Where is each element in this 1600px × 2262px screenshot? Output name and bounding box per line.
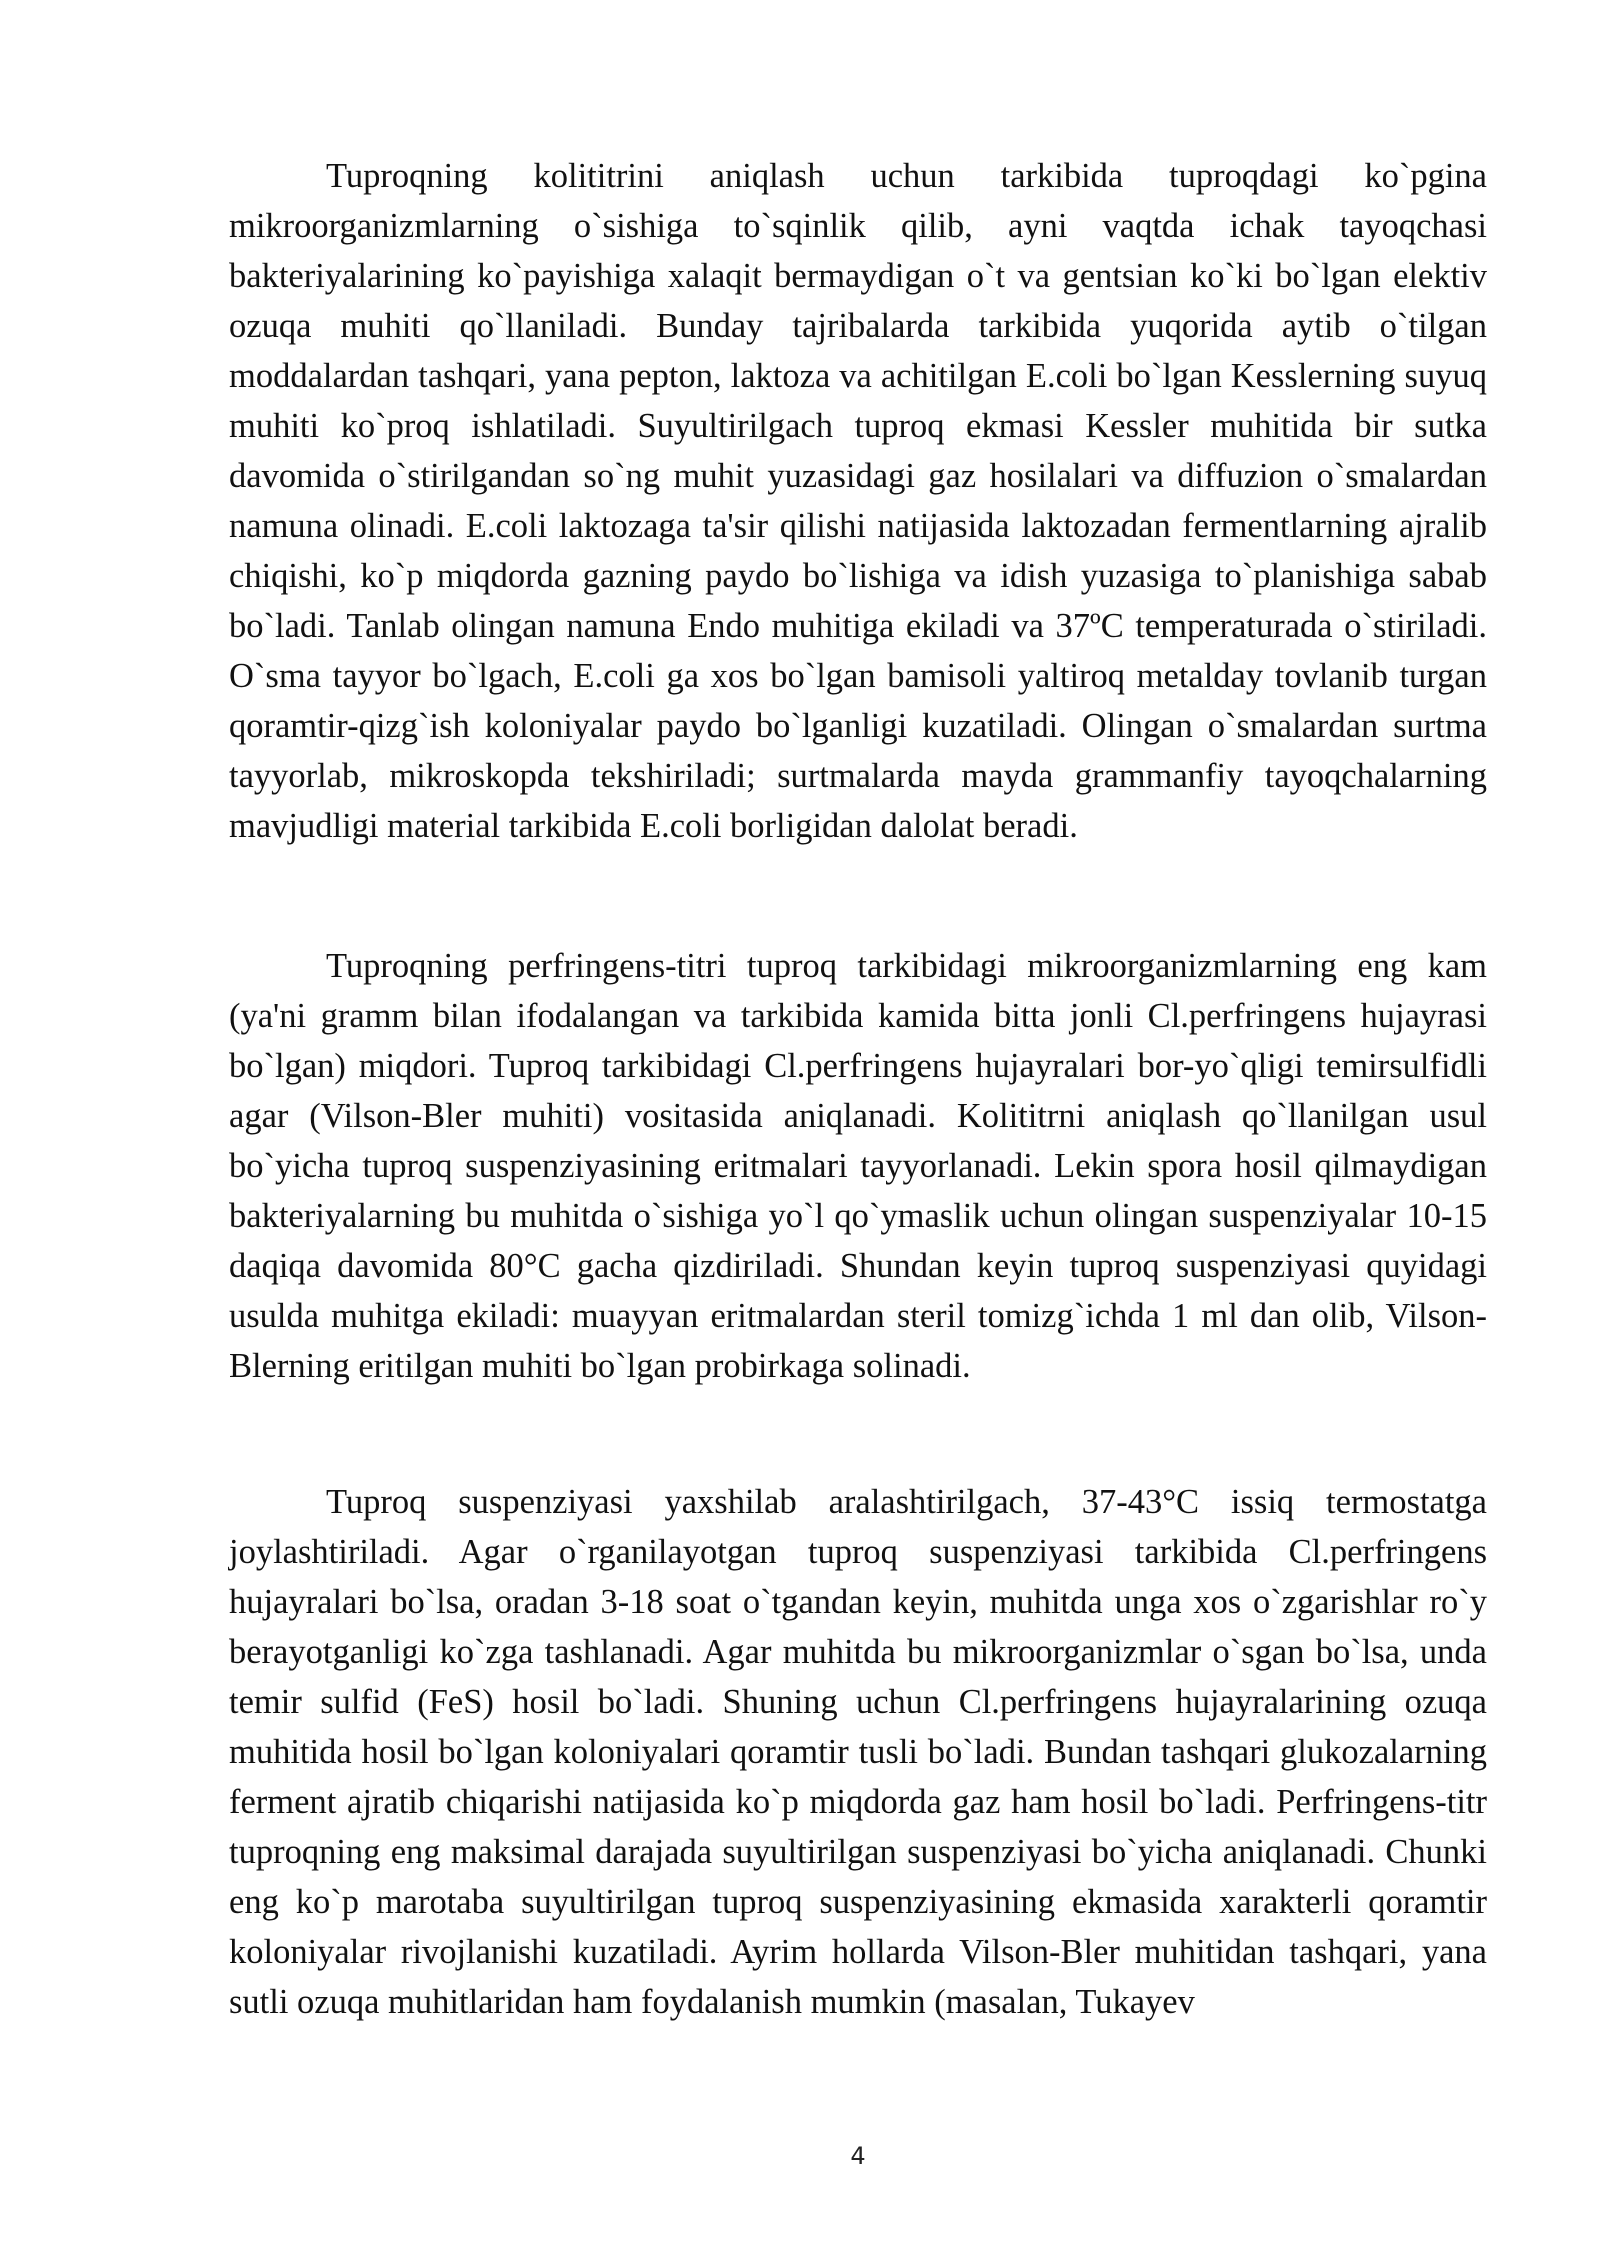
paragraph-perfringens-titr	[229, 941, 1487, 1391]
paragraph-kolititr	[229, 151, 1487, 851]
paragraph-text: Tuproq suspenziyasi yaxshilab aralashtirilgach, 37-43°C issiq termostatga joylashtiriladi. Agar o`rganilayotgan tuproq suspenziyasi tarkibida Cl.perfringens hujayralari bo`lsa, oradan 3-18 soat o`tgandan keyin, muhitda unga xos o`zgarishlar ro`y berayotganligi ko`zga tashlanadi. Agar muhitda bu mikroorganizmlar o`sgan bo`lsa, unda temir sulfid (FeS) hosil bo`ladi. Shuning uchun Cl.perfringens hujayralarining ozuqa muhitida hosil bo`lgan koloniyalari qoramtir tusli bo`ladi. Bundan tashqari glukozalarning ferment ajratib chiqarishi natijasida ko`p miqdorda gaz ham hosil bo`ladi. Perfringens-titr tuproqning eng maksimal darajada suyultirilgan suspenziyasi bo`yicha aniqlanadi. Chunki eng ko`p marotaba suyultirilgan tuproq suspenziyasining ekmasida xarakterli qoramtir koloniyalar rivojlanishi kuzatiladi. Ayrim hollarda Vilson-Bler muhitidan tashqari, yana sutli ozuqa muhitlaridan ham foydalanish mumkin (masalan, Tukayev	[229, 1483, 1487, 2021]
paragraph-suspension	[229, 1477, 1487, 2027]
paragraph-text: Tuproqning perfringens-titri tuproq tarkibidagi mikroorganizmlarning eng kam (ya'ni gramm bilan ifodalangan va tarkibida kamida bitta jonli Cl.perfringens hujayrasi bo`lgan) miqdori. Tuproq tarkibidagi Cl.perfringens hujayralari bor-yo`qligi temirsulfidli agar (Vilson-Bler muhiti) vositasida aniqlanadi. Kolititrni aniqlash qo`llanilgan usul bo`yicha tuproq suspenziyasining eritmalari tayyorlanadi. Lekin spora hosil qilmaydigan bakteriyalarning bu muhitda o`sishiga yo`l qo`ymaslik uchun olingan suspenziyalar 10-15 daqiqa davomida 80°C gacha qizdiriladi. Shundan keyin tuproq suspenziyasi quyidagi usulda muhitga ekiladi: muayyan eritmalardan steril tomizg`ichda 1 ml dan olib, Vilson-Blerning eritilgan muhiti bo`lgan probirkaga solinadi.	[229, 947, 1487, 1385]
paragraph-text: Tuproqning kolititrini aniqlash uchun tarkibida tuproqdagi ko`pgina mikroorganizmlarning o`sishiga to`sqinlik qilib, ayni vaqtda ichak tayoqchasi bakteriyalarining ko`payishiga xalaqit bermaydigan o`t va gentsian ko`ki bo`lgan elektiv ozuqa muhiti qo`llaniladi. Bunday tajribalarda tarkibida yuqorida aytib o`tilgan moddalardan tashqari, yana pepton, laktoza va achitilgan E.coli bo`lgan Kesslerning suyuq muhiti ko`proq ishlatiladi. Suyultirilgach tuproq ekmasi Kessler muhitida bir sutka davomida o`stirilgandan so`ng muhit yuzasidagi gaz hosilalari va diffuzion o`smalardan namuna olinadi. E.coli laktozaga ta'sir qilishi natijasida laktozadan fermentlarning ajralib chiqishi, ko`p miqdorda gazning paydo bo`lishiga va idish yuzasiga to`planishiga sabab bo`ladi. Tanlab olingan namuna Endo muhitiga ekiladi va 37ºC temperaturada o`stiriladi. O`sma tayyor bo`lgach, E.coli ga xos bo`lgan bamisoli yaltiroq metalday tovlanib turgan qoramtir-qizg`ish koloniyalar paydo bo`lganligi kuzatiladi. Olingan o`smalardan surtma tayyorlab, mikroskopda tekshiriladi; surtmalarda mayda grammanfiy tayoqchalarning mavjudligi material tarkibida E.coli borligidan dalolat beradi.	[229, 157, 1487, 845]
page-number: 4	[850, 2142, 866, 2170]
